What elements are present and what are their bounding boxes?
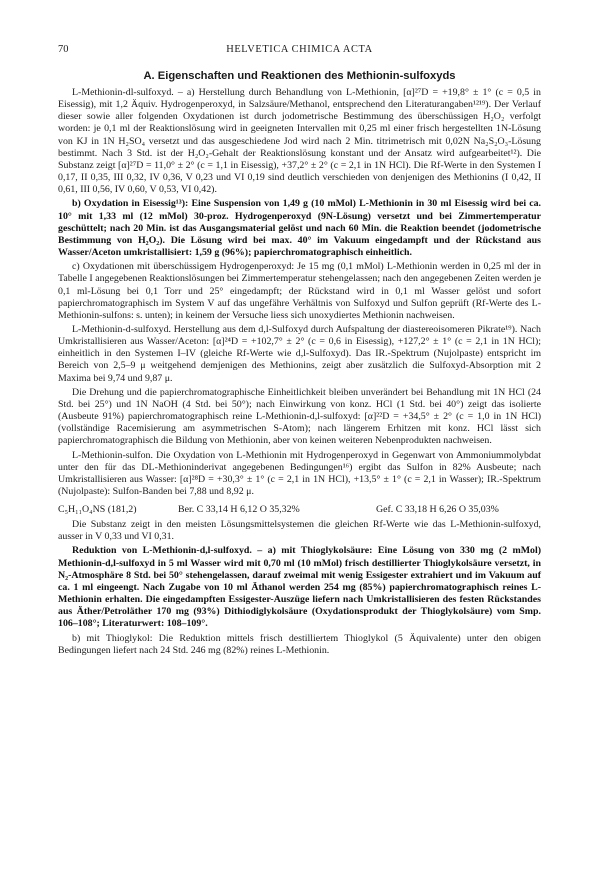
section-title: A. Eigenschaften und Reaktionen des Methionin-sulfoxyds (143, 70, 456, 82)
paragraph-methionin-sulfon: L-Methionin-sulfon. Die Oxydation von L-Methionin mit Hydrogenperoxyd in Gegenwart von Ammoniummolybdat unter den für das DL-Methioninderivat angegebenen Bedingungen¹⁶) ergibt das Sulfon in 82% Ausbeute; nach Umkristallisieren aus Wasser: [α]²⁸D = +30,3° ± 1° (c = 2,1 in 1N HCl), +13,5° ± 1° (c = 2,1 in Wasser); IR.-Spektrum (Nujolpaste): Sulfon-Banden bei 7,88 und 8,92 μ. (58, 449, 541, 497)
paragraph-methionin-dl-sulfoxyd: L-Methionin-dl-sulfoxyd. – a) Herstellung durch Behandlung von L-Methionin, [α]²⁷D = +19,8° ± 1° (c = 0,5 in Eisessig), mit 1,2 Äquiv. Hydrogenperoxyd, in Salzsäure/Methanol, entsprechend den Literaturangaben¹²¹⁹). Der Verlauf dieser sowie aller folgenden Oxydationen ist durch jodometrische Bestimmung des überschüssigen H₂O₂ verfolgt worden: je 0,1 ml der Reaktionslösung wird in geeigneten Intervallen mit 0,25 ml einer frisch hergestellten 1N-Lösung von KJ in 1N H₂SO₄ versetzt und das ausgeschiedene Jod wird nach 2 Min. titrimetrisch mit 0,02N Na₂S₂O₃-Lösung bestimmt. Nach 3 Std. ist der H₂O₂-Gehalt der Reaktionslösung konstant und der Ansatz wird aufgearbeitet¹²). Die Substanz zeigt [α]²⁷D = 11,0° ± 2° (c = 1,1 in Eisessig), +37,2° ± 2° (c = 2,1 in 1N HCl). Die Rf-Werte in den Systemen I 0,17, II 0,35, III 0,32, IV 0,36, V 0,23 und VI 0,19 sind deutlich verschieden von denjenigen des Methionins (I 0,42, II 0,61, III 0,56, IV 0,60, V 0,53, VI 0,42). (58, 87, 541, 196)
paragraph-thioglykol: b) mit Thioglykol: Die Reduktion mittels frisch destilliertem Thioglykol (5 Äquivalente) unter den obigen Bedingungen liefert nach 24 Std. 246 mg (82%) reines L-Methionin. (58, 632, 541, 656)
paragraph-reduktion: Reduktion von L-Methionin-d,l-sulfoxyd. – a) mit Thioglykolsäure: Eine Lösung von 330 mg (2 mMol) Methionin-d,l-sulfoxyd in 5 ml Wasser wird mit 0,70 ml (10 mMol) frisch destillierter Thioglykolsäure versetzt, in N₂-Atmosphäre 8 Std. bei 50° stehengelassen, darauf zweimal mit wenig Essigester extrahiert und im Vakuum auf ca. 1 ml eingeengt. Nach Zugabe von 10 ml Äthanol werden 254 mg (85%) papierchromatographisch reines L-Methionin erhalten. Die eingedampften Essigester-Auszüge liefern nach Umkristallisieren des festen Rückstandes aus Äther/Petroläther 170 mg (93%) Dithiodiglykolsäure (Oxydationsprodukt der Thioglykolsäure) vom Smp. 106–108°; Literaturwert: 108–109°. (58, 545, 541, 630)
paragraph-methionin-d-sulfoxyd: L-Methionin-d-sulfoxyd. Herstellung aus dem d,l-Sulfoxyd durch Aufspaltung der diastereoisomeren Pikrate¹⁹). Nach Umkristallisieren aus Wasser/Aceton: [α]²⁴D = +102,7° ± 2° (c = 0,6 in Eisessig), +127,2° ± 1° (c = 2,1 in 1N HCl); einheitlich in den Systemen I–IV (gleiche Rf-Werte wie d,l-Sulfoxyd). Das IR.-Spektrum (Nujolpaste) entspricht im Bereich von 2,5–9 μ weitgehend demjenigen des Methionins, zeigt aber zusätzlich die Sulfoxyd-Absorption mit 2 Maxima bei 9,74 und 9,87 μ. (58, 323, 541, 384)
page-header (58, 44, 541, 60)
page (58, 44, 541, 659)
paragraph-oxydation-ueberschuss: c) Oxydationen mit überschüssigem Hydrogenperoxyd: Je 15 mg (0,1 mMol) L-Methionin werden in 0,25 ml der in Tabelle I angegebenen Reaktionslösungen bei Zimmertemperatur stehengelassen; nach den angegebenen Zeiten werden je 0,1 ml-Lösung bei 0,1 Torr und 25° eingedampft; der Rückstand wird in 0,1 ml Wasser gelöst und sofort papierchromatographisch im System V auf das ungefähre Verhältnis von Sulfoxyd und Sulfon geprüft (Rf-Werte des L-Methionin-sulfons: s. unten); in keinem der Versuche liess sich unoxydiertes Methionin nachweisen. (58, 261, 541, 321)
journal-title: HELVETICA CHIMICA ACTA (226, 44, 373, 55)
paragraph-rf-werte: Die Substanz zeigt in den meisten Lösungsmittelsystemen die gleichen Rf-Werte wie das L-Methionin-sulfoxyd, ausser in V 0,33 und VI 0,31. (58, 519, 541, 543)
paragraph-oxydation-eisessig: b) Oxydation in Eisessig¹³): Eine Suspension von 1,49 g (10 mMol) L-Methionin in 30 ml Eisessig wird bei ca. 10° mit 1,33 ml (12 mMol) 30-proz. Hydrogenperoxyd (9N-Lösung) versetzt und bei Zimmertemperatur geschüttelt; nach 20 Min. ist das Ausgangsmaterial gelöst und nach 60 Min. die Reaktion beendet (jodometrische Bestimmung von H₂O₂). Die Lösung wird bei max. 40° im Vakuum eingedampft und der Rückstand aus Wasser/Aceton umkristallisiert: 1,59 g (96%); papierchromatographisch einheitlich. (58, 198, 541, 259)
formula-compound: C₅H₁₁O₄NS (181,2) (58, 504, 137, 516)
formula-found: Gef. C 33,18 H 6,26 O 35,03% (376, 504, 499, 516)
page-number: 70 (58, 44, 69, 55)
paragraph-drehung: Die Drehung und die papierchromatographische Einheitlichkeit bleiben unverändert bei Behandlung mit 1N HCl (24 Std. bei 25°) und 1N NaOH (4 Std. bei 50°); nach Einwirkung von konz. HCl (1 Std. bei 40°) zeigt das isolierte (Ausbeute 91%) papierchromatographisch reine L-Methionin-d,l-sulfoxyd: [α]²²D = +34,5° ± 2° (c = 1,0 in 1N HCl) (vollständige Racemisierung am asymmetrischen S-Atom); nach längerem Erhitzen mit konz. HCl lässt sich papierchromatographisch die Bildung von Methionin, aber von keinen weiteren Nebenprodukten nachweisen. (58, 386, 541, 447)
elemental-analysis (58, 501, 541, 517)
formula-calculated: Ber. C 33,14 H 6,12 O 35,32% (178, 504, 300, 516)
